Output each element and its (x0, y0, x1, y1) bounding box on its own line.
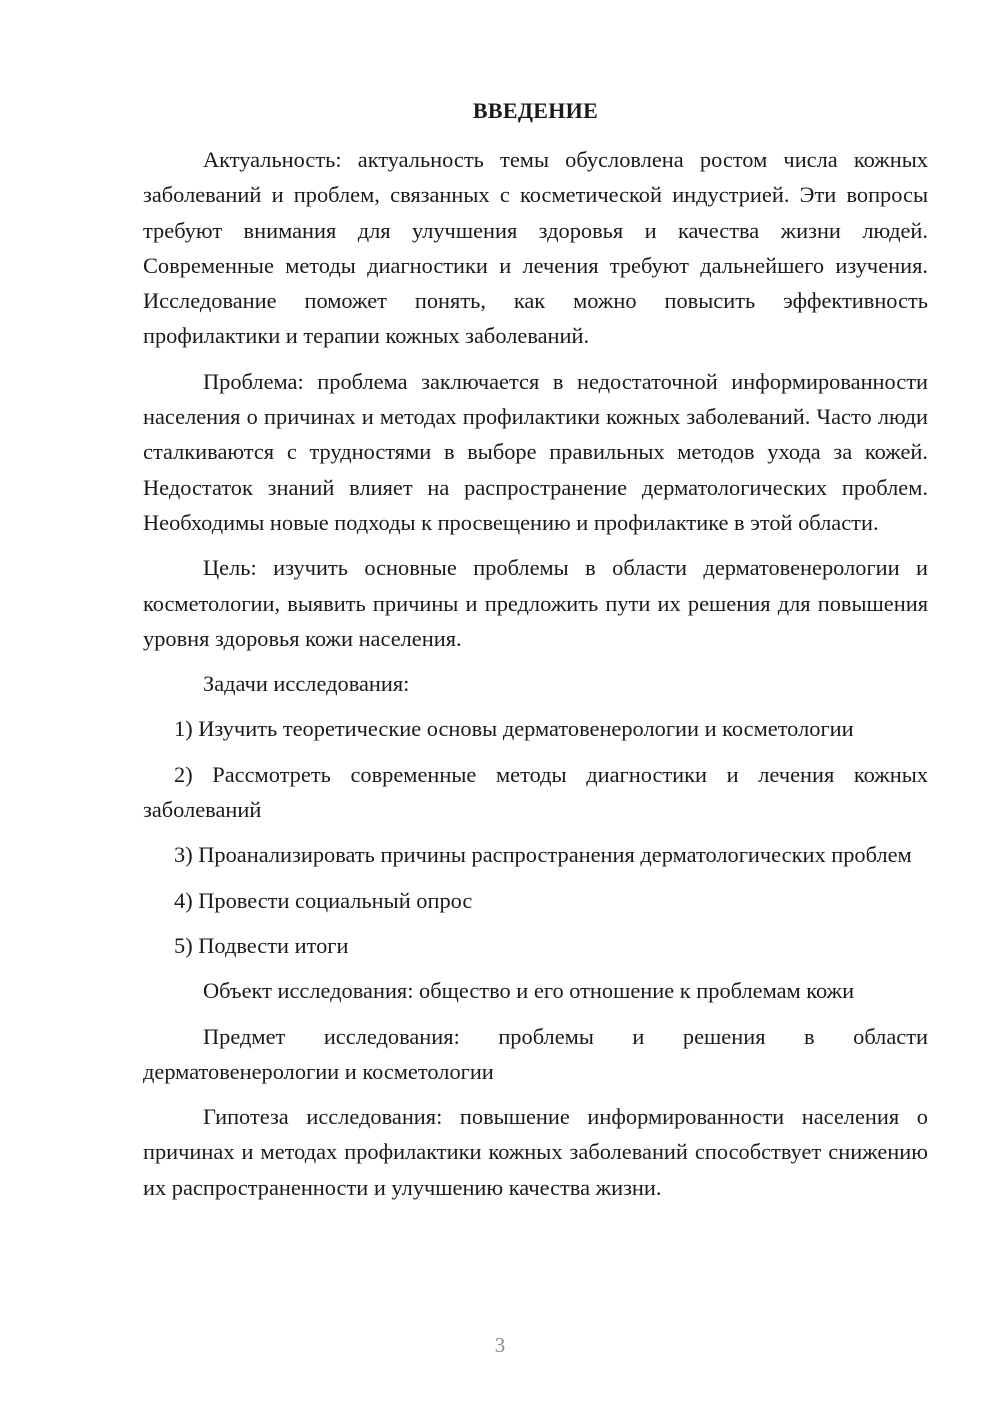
object-paragraph: Объект исследования: общество и его отношение к проблемам кожи (203, 978, 855, 1004)
page-title: ВВЕДЕНИЕ (472, 98, 599, 123)
document-body (143, 142, 928, 1215)
hypothesis-paragraph: Гипотеза исследования: повышение информированности населения о причинах и методах профилактики кожных заболеваний способствует снижению их распространенности и улучшению качества жизни. (143, 1104, 928, 1200)
problem-paragraph: Проблема: проблема заключается в недостаточной информированности населения о причинах и методах профилактики кожных заболеваний. Часто люди сталкиваются с трудностями в выборе правильных методов ухода за кожей. Недостаток знаний влияет на распространение дерматологических проблем. Необходимы новые подходы к просвещению и профилактике в этой области. (143, 368, 928, 535)
task-item: 2) Рассмотреть современные методы диагностики и лечения кожных заболеваний (143, 761, 928, 823)
subject-paragraph: Предмет исследования: проблемы и решения в области дерматовенерологии и косметологии (143, 1023, 928, 1084)
tasks-heading: Задачи исследования: (203, 671, 410, 697)
page-number: 3 (494, 1333, 506, 1357)
task-item: 3) Проанализировать причины распространения дерматологических проблем (174, 842, 912, 868)
task-item: 5) Подвести итоги (174, 932, 349, 958)
goal-paragraph: Цель: изучить основные проблемы в области дерматовенерологии и косметологии, выявить причины и предложить пути их решения для повышения уровня здоровья кожи населения. (143, 555, 928, 651)
relevance-paragraph: Актуальность: актуальность темы обусловлена ростом числа кожных заболеваний и проблем, связанных с косметической индустрией. Эти вопросы требуют внимания для улучшения здоровья и качества жизни людей. Современные методы диагностики и лечения требуют дальнейшего изучения. Исследование поможет понять, как можно повысить эффективность профилактики и терапии кожных заболеваний. (143, 147, 928, 349)
task-item: 4) Провести социальный опрос (174, 887, 473, 913)
task-item: 1) Изучить теоретические основы дерматовенерологии и косметологии (174, 716, 854, 742)
